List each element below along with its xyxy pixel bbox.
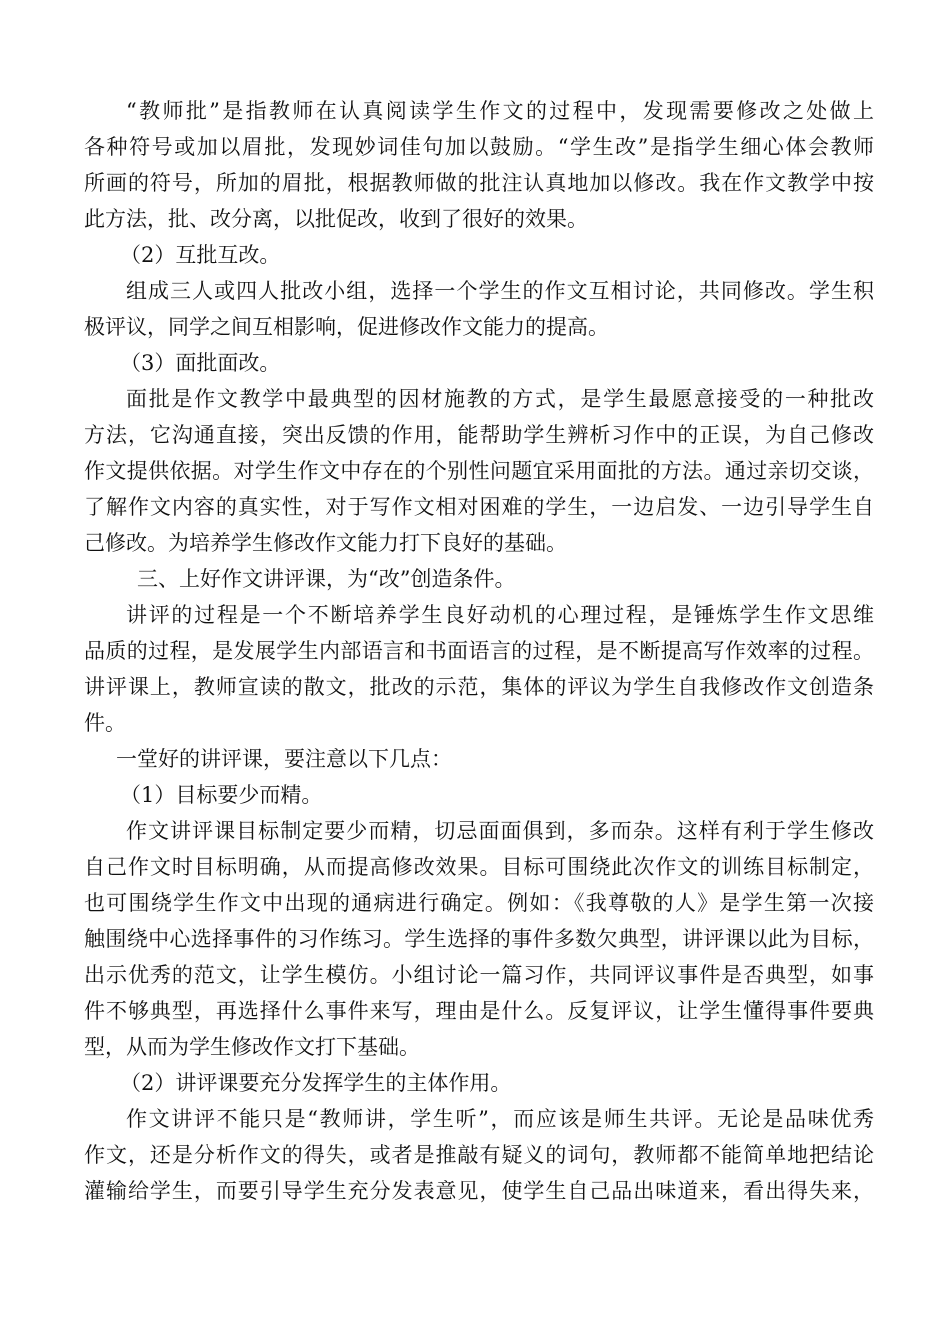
section-heading: 三、上好作文讲评课，为“改”创造条件。 (137, 567, 516, 591)
paragraph-line: 所画的符号，所加的眉批，根据教师做的批注认真地加以修改。我在作文教学中按 (84, 171, 874, 195)
paragraph-line: 型，从而为学生修改作文打下基础。 (84, 1035, 420, 1059)
paragraph-line: 自己作文时目标明确，从而提高修改效果。目标可围绕此次作文的训练目标制定， (84, 855, 874, 879)
paragraph-line: 方法，它沟通直接，突出反馈的作用，能帮助学生辨析习作中的正误，为自己修改 (84, 423, 874, 447)
paragraph-line: 触围绕中心选择事件的习作练习。学生选择的事件多数欠典型，讲评课以此为目标， (84, 927, 874, 951)
subheading: （2）讲评课要充分发挥学生的主体作用。 (120, 1071, 512, 1095)
subheading: （1）目标要少而精。 (120, 783, 323, 807)
paragraph-line: 面批是作文教学中最典型的因材施教的方式，是学生最愿意接受的一种批改 (126, 387, 874, 411)
paragraph-line: 己修改。为培养学生修改作文能力打下良好的基础。 (84, 531, 567, 555)
paragraph-line: “教师批”是指教师在认真阅读学生作文的过程中，发现需要修改之处做上 (126, 99, 874, 123)
paragraph-line: 作文讲评不能只是“教师讲，学生听”，而应该是师生共评。无论是品味优秀 (126, 1107, 874, 1131)
paragraph-line: 品质的过程，是发展学生内部语言和书面语言的过程，是不断提高写作效率的过程。 (84, 639, 874, 663)
paragraph-line: 作文提供依据。对学生作文中存在的个别性问题宜采用面批的方法。通过亲切交谈， (84, 459, 874, 483)
paragraph-line: 各种符号或加以眉批，发现妙词佳句加以鼓励。“学生改”是指学生细心体会教师 (84, 135, 874, 159)
paragraph-line: 了解作文内容的真实性，对于写作文相对困难的学生，一边启发、一边引导学生自 (84, 495, 874, 519)
paragraph-line: 讲评课上，教师宣读的散文，批改的示范，集体的评议为学生自我修改作文创造条 (84, 675, 874, 699)
paragraph-line: 组成三人或四人批改小组，选择一个学生的作文互相讨论，共同修改。学生积 (126, 279, 874, 303)
paragraph-line: 一堂好的讲评课，要注意以下几点： (116, 747, 452, 771)
paragraph-line: 也可围绕学生作文中出现的通病进行确定。例如：《我尊敬的人》是学生第一次接 (84, 891, 874, 915)
paragraph-line: 作文，还是分析作文的得失，或者是推敲有疑义的词句，教师都不能简单地把结论 (84, 1143, 874, 1167)
subheading: （3）面批面改。 (120, 351, 281, 375)
paragraph-line: 出示优秀的范文，让学生模仿。小组讨论一篇习作，共同评议事件是否典型，如事 (84, 963, 874, 987)
paragraph-line: 此方法，批、改分离，以批促改，收到了很好的效果。 (84, 207, 588, 231)
paragraph-line: 极评议，同学之间互相影响，促进修改作文能力的提高。 (84, 315, 609, 339)
paragraph-line: 作文讲评课目标制定要少而精，切忌面面俱到，多而杂。这样有利于学生修改 (126, 819, 874, 843)
paragraph-line: 件不够典型，再选择什么事件来写，理由是什么。反复评议，让学生懂得事件要典 (84, 999, 874, 1023)
paragraph-line: 灌输给学生，而要引导学生充分发表意见，使学生自己品出味道来，看出得失来， (84, 1179, 874, 1203)
paragraph-line: 讲评的过程是一个不断培养学生良好动机的心理过程，是锤炼学生作文思维 (126, 603, 874, 627)
subheading: （2）互批互改。 (120, 243, 281, 267)
paragraph-line: 件。 (84, 711, 126, 735)
